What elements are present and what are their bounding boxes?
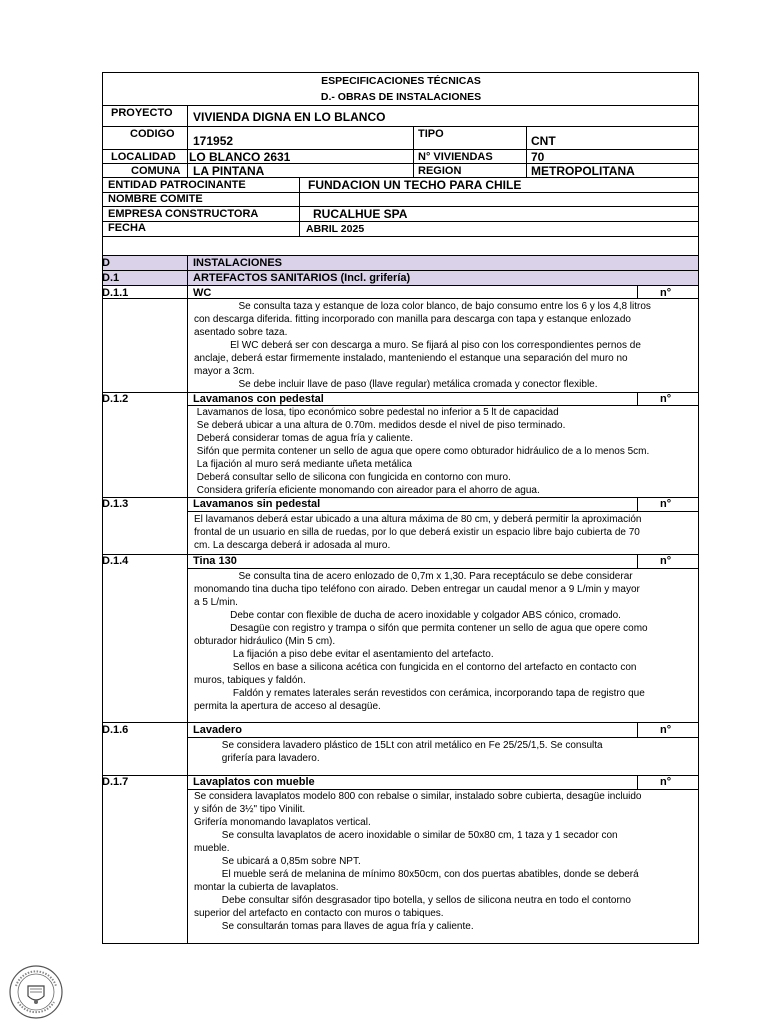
section-title: INSTALACIONES [193,257,283,269]
item-text-line: superior del artefacto en contacto con muros o tabiques. [194,908,444,919]
tipo-label: TIPO [418,128,444,140]
fecha-label: FECHA [108,222,146,234]
item-text-line: a 5 L/min. [194,597,238,608]
codigo-value: 171952 [193,134,234,148]
item-text-line: Considera grifería eficiente monomando con aireador para el ahorro de agua. [194,485,540,496]
item-text-line: El mueble será de melanina de mínimo 80x50cm, con dos puertas abatibles, donde se deberá [194,869,639,880]
item-text-line: Debe contar con flexible de ducha de acero inoxidable y colgador ABS cónico, cromado. [194,610,621,621]
item-text-line: El WC deberá ser con descarga a muro. Se fijará al piso con los correspondientes pernos de [194,340,641,351]
item-title: Lavadero [193,724,242,736]
empresa-value: RUCALHUE SPA [313,207,408,221]
item-text-line: mayor a 3cm. [194,366,255,377]
item-text-line: Sellos en base a silicona acética con fungicida en el contorno del artefacto en contacto con [194,662,637,673]
item-text-line: Debe consultar sifón desgrasador tipo botella, y sellos de silicona neutra en todo el contorno [194,895,631,906]
entidad-label: ENTIDAD PATROCINANTE [108,179,246,191]
item-text-line: La fijación al muro será mediante uñeta metálica [194,459,412,470]
item-text-line: muros, tabiques y faldón. [194,675,306,686]
item-text-line: obturador hidráulico (Min 5 cm). [194,636,336,647]
item-title: Tina 130 [193,555,237,567]
comuna-label: COMUNA [131,165,181,177]
item-code: D.1.4 [102,555,129,567]
item-text-line: Se deberá ubicar a una altura de 0.70m. medidos desde el nivel de piso terminado. [194,420,566,431]
item-text-line: Lavamanos de losa, tipo económico sobre pedestal no inferior a 5 lt de capacidad [194,407,559,418]
item-number-label: n° [660,776,672,788]
item-text-line: permita la apertura de acceso al desagüe. [194,701,381,712]
item-text-line: Deberá considerar tomas de agua fría y caliente. [194,433,414,444]
item-text-line: Deberá consultar sello de silicona con fungicida en contorno con muro. [194,472,511,483]
item-text-line: con descarga diferida. fitting incorporado con manilla para descarga con tapa y estanque enlozado [194,314,631,325]
item-text-line: Se ubicará a 0,85m sobre NPT. [194,856,361,867]
item-text-line: Se consulta lavaplatos de acero inoxidable o similar de 50x80 cm, 1 taza y 1 secador con [194,830,618,841]
item-code: D.1.1 [102,287,129,299]
localidad-label: LOCALIDAD [111,151,176,163]
item-text-line: grifería para lavadero. [194,753,320,764]
item-text-line: Se considera lavaplatos modelo 800 con rebalse o similar, instalado sobre cubierta, desagüe incluido [194,791,642,802]
item-text-line: El lavamanos deberá estar ubicado a una altura máxima de 80 cm, y deberá permitir la aproximación [194,514,642,525]
item-number-label: n° [660,498,672,510]
codigo-label: CODIGO [130,128,175,140]
item-code: D.1.3 [102,498,129,510]
item-text-line: Faldón y remates laterales serán revestidos con cerámica, incorporando tapa de registro que [194,688,645,699]
subsection-code: D.1 [102,272,120,284]
item-code: D.1.6 [102,724,129,736]
item-title: WC [193,287,212,299]
item-number-label: n° [660,393,672,405]
item-text-line: Se debe incluir llave de paso (llave regular) metálica cromada y conector flexible. [194,379,598,390]
document-title: ESPECIFICACIONES TÉCNICAS [321,75,481,87]
item-title: Lavaplatos con mueble [193,776,315,788]
item-code: D.1.7 [102,776,129,788]
item-text-line: anclaje, deberá estar firmemente instalado, manteniendo el estanque una separación del muro no [194,353,628,364]
localidad-value: LO BLANCO 2631 [189,150,291,164]
item-text-line: Se consulta taza y estanque de loza color blanco, de bajo consumo entre los 6 y los 4,8 litros [194,301,651,312]
seal-stamp-icon [8,964,64,1020]
document-subtitle: D.- OBRAS DE INSTALACIONES [320,91,482,103]
item-text-line: montar la cubierta de lavaplatos. [194,882,339,893]
entidad-value: FUNDACION UN TECHO PARA CHILE [308,178,522,192]
item-text-line: monomando tina ducha tipo teléfono con airado. Deben entregar un caudal menor a 9 L/min y mayor [194,584,640,595]
section-code: D [102,257,110,269]
item-number-label: n° [660,555,672,567]
proyecto-value: VIVIENDA DIGNA EN LO BLANCO [193,110,386,124]
subsection-title: ARTEFACTOS SANITARIOS (Incl. grifería) [193,272,411,284]
item-title: Lavamanos sin pedestal [193,498,321,510]
region-label: REGION [418,165,462,177]
viviendas-label: N° VIVIENDAS [418,151,493,163]
item-number-label: n° [660,724,672,736]
item-text-line: Se considera lavadero plástico de 15Lt con atril metálico en Fe 25/25/1,5. Se consulta [194,740,603,751]
item-code: D.1.2 [102,393,129,405]
proyecto-label: PROYECTO [111,107,173,119]
item-title: Lavamanos con pedestal [193,393,324,405]
region-value: METROPOLITANA [531,164,635,178]
comite-label: NOMBRE COMITE [108,193,203,205]
item-text-line: Sifón que permita contener un sello de agua que opere como obturador hidráulico de a lo menos 5cm. [194,446,650,457]
viviendas-value: 70 [531,150,545,164]
item-text-line: Grifería monomando lavaplatos vertical. [194,817,371,828]
fecha-value: ABRIL 2025 [306,223,365,235]
item-text-line: y sifón de 3½" tipo Vinilit. [194,804,306,815]
item-text-line: frontal de un usuario en silla de ruedas, por lo que deberá existir un espacio libre bajo cubierta de 70 [194,527,640,538]
comuna-value: LA PINTANA [193,164,265,178]
item-text-line: La fijación a piso debe evitar el asentamiento del artefacto. [194,649,494,660]
item-number-label: n° [660,287,672,299]
item-text-line: cm. La descarga deberá ir adosada al muro. [194,540,391,551]
item-text-line: Se consulta tina de acero enlozado de 0,7m x 1,30. Para receptáculo se debe considerar [194,571,633,582]
item-text-line: Desagüe con registro y trampa o sifón que permita contener un sello de agua que opere como [194,623,648,634]
tipo-value: CNT [531,134,556,148]
item-text-line: Se consultarán tomas para llaves de agua fría y caliente. [194,921,474,932]
item-text-line: asentado sobre taza. [194,327,288,338]
item-text-line: mueble. [194,843,230,854]
empresa-label: EMPRESA CONSTRUCTORA [108,208,259,220]
